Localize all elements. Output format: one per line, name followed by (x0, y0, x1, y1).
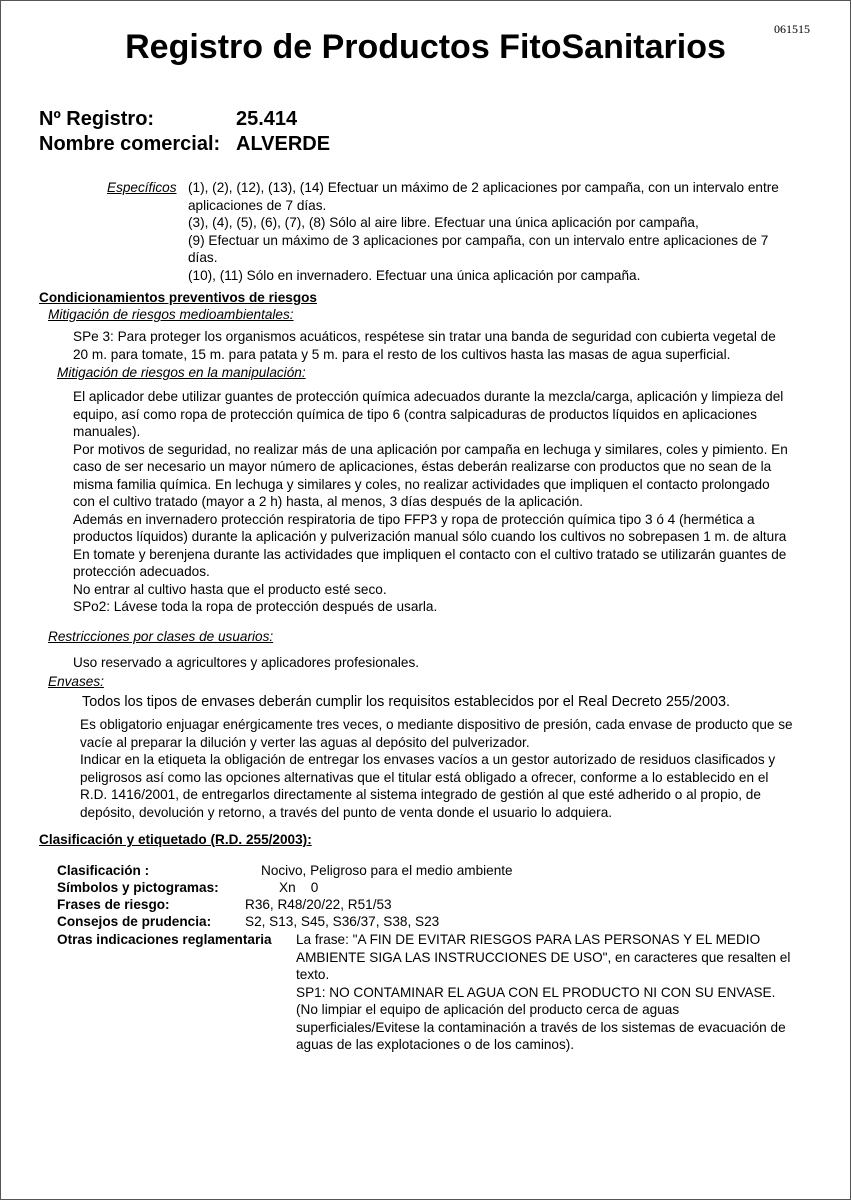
mitigacion-manip-label: Mitigación de riesgos en la manipulación: (57, 365, 306, 380)
condicionamientos-heading: Condicionamientos preventivos de riesgos (39, 290, 317, 305)
medio-line: SPe 3: Para proteger los organismos acuáticos, respétese sin tratar una banda de seguridad con cubierta vegetal de (73, 329, 776, 344)
simbolos-value: Xn 0 (279, 880, 319, 895)
envases-line: Indicar en la etiqueta la obligación de entregar los envases vacíos a un gestor autorizado de residuos clasificados y (80, 752, 776, 767)
nombre-value: ALVERDE (236, 133, 331, 155)
envases-text (80, 716, 793, 821)
otras-label: Otras indicaciones reglamentaria (57, 932, 272, 947)
especificos-label: Específicos (107, 180, 177, 195)
envases-line: peligrosos así como las opciones alternativas que el titular está obligado a ofrecer, conforme a lo establecido en el (80, 769, 769, 785)
manip-line: No entrar al cultivo hasta que el producto esté seco. (73, 581, 387, 597)
otras-line: La frase: "A FIN DE EVITAR RIESGOS PARA LAS PERSONAS Y EL MEDIO (296, 932, 761, 947)
manip-line: equipo, así como ropa de protección química de tipo 6 (contra salpicaduras de productos líquidos en aplicaciones (73, 406, 757, 422)
nombre-label: Nombre comercial: (39, 133, 221, 155)
especificos-text (188, 179, 779, 284)
registro-label: Nº Registro: (39, 108, 155, 130)
otras-line: aguas de las explotaciones o de los caminos). (296, 1037, 575, 1052)
otras-line: AMBIENTE SIGA LAS INSTRUCCIONES DE USO", en caracteres que resalten el (296, 949, 791, 965)
mitigacion-manip-text (73, 388, 788, 616)
manip-line: Por motivos de seguridad, no realizar más de una aplicación por campaña en lechuga y similares, coles y pimiento. En (73, 441, 788, 457)
page-title: Registro de Productos FitoSanitarios (125, 28, 726, 66)
mitigacion-medio-text (73, 328, 776, 363)
envases-label: Envases: (48, 674, 104, 689)
simbolos-label: Símbolos y pictogramas: (57, 880, 219, 895)
frases-label: Frases de riesgo: (57, 897, 170, 912)
envases-lead: Todos los tipos de envases deberán cumplir los requisitos establecidos por el Real Decreto 255/2003. (82, 694, 730, 710)
manip-line: En tomate y berenjena durante las actividades que impliquen el contacto con el cultivo tratado se utilizarán guantes de (73, 546, 787, 562)
envases-line: vacíe al preparar la dilución y verter las aguas al depósito del pulverizador. (80, 734, 530, 750)
restricciones-text: Uso reservado a agricultores y aplicadores profesionales. (73, 655, 420, 670)
clasificacion-label: Clasificación : (57, 863, 150, 878)
registro-value: 25.414 (236, 108, 298, 130)
otras-line: SP1: NO CONTAMINAR EL AGUA CON EL PRODUCTO NI CON SU ENVASE. (296, 984, 776, 1000)
otras-line: texto. (296, 967, 330, 982)
otras-text (296, 931, 790, 1054)
manip-line: Además en invernadero protección respiratoria de tipo FFP3 y ropa de protección química tipo 3 ó 4 (hermética a (73, 511, 755, 527)
consejos-value: S2, S13, S45, S36/37, S38, S23 (245, 914, 440, 929)
manip-line: El aplicador debe utilizar guantes de protección química adecuados durante la mezcla/carga, aplicación y limpieza del (73, 389, 784, 404)
restricciones-label: Restricciones por clases de usuarios: (48, 629, 274, 644)
manip-line: protección adecuados. (73, 564, 210, 579)
frases-value: R36, R48/20/22, R51/53 (245, 897, 392, 912)
especificos-line: (10), (11) Sólo en invernadero. Efectuar una única aplicación por campaña. (188, 267, 641, 283)
clasificacion-heading: Clasificación y etiquetado (R.D. 255/2003): (39, 832, 312, 847)
mitigacion-medio-label: Mitigación de riesgos medioambientales: (48, 307, 294, 322)
otras-line: superficiales/Evitese la contaminación a través de los sistemas de evacuación de (296, 1019, 786, 1035)
consejos-label: Consejos de prudencia: (57, 914, 212, 929)
manip-line: SPo2: Lávese toda la ropa de protección después de usarla. (73, 599, 438, 614)
envases-line: depósito, devolución y retorno, a través del punto de venta donde el usuario lo adquiera. (80, 804, 613, 820)
especificos-line: aplicaciones de 7 días. (188, 197, 327, 213)
especificos-line: días. (188, 250, 218, 265)
manip-line: caso de ser necesario un mayor número de aplicaciones, éstas deberán realizarse con productos que no sean de la (73, 459, 772, 474)
especificos-line: (3), (4), (5), (6), (7), (8) Sólo al aire libre. Efectuar una única aplicación por campaña, (188, 215, 699, 230)
document-number: 061515 (774, 22, 810, 36)
otras-line: (No limpiar el equipo de aplicación del producto cerca de aguas (296, 1002, 680, 1017)
manip-line: manuales). (73, 424, 141, 439)
envases-line: R.D. 1416/2001, de entregarlos directamente al sistema integrado de gestión al que esté adherido o al propio, de (80, 787, 761, 802)
manip-line: productos líquidos) durante la aplicación y pulverización manual sólo cuando los cultivos no sobrepasen 1 m. de altura (73, 529, 787, 544)
especificos-line: (1), (2), (12), (13), (14) Efectuar un máximo de 2 aplicaciones por campaña, con un intervalo entre (188, 180, 779, 195)
medio-line: 20 m. para tomate, 15 m. para patata y 5 m. para el resto de los cultivos hasta las masas de agua superficial. (73, 346, 731, 362)
manip-line: misma familia química. En lechuga y similares y coles, no realizar actividades que impliquen el contacto prolongado (73, 476, 770, 492)
envases-line: Es obligatorio enjuagar enérgicamente tres veces, o mediante dispositivo de presión, cada envase de producto que se (80, 717, 793, 732)
manip-line: con el cultivo tratado (mayor a 2 h) hasta, al menos, 3 días después de la aplicación. (73, 494, 584, 509)
clasificacion-value: Nocivo, Peligroso para el medio ambiente (261, 863, 513, 878)
especificos-line: (9) Efectuar un máximo de 3 aplicaciones por campaña, con un intervalo entre aplicaciones de 7 (188, 232, 769, 248)
